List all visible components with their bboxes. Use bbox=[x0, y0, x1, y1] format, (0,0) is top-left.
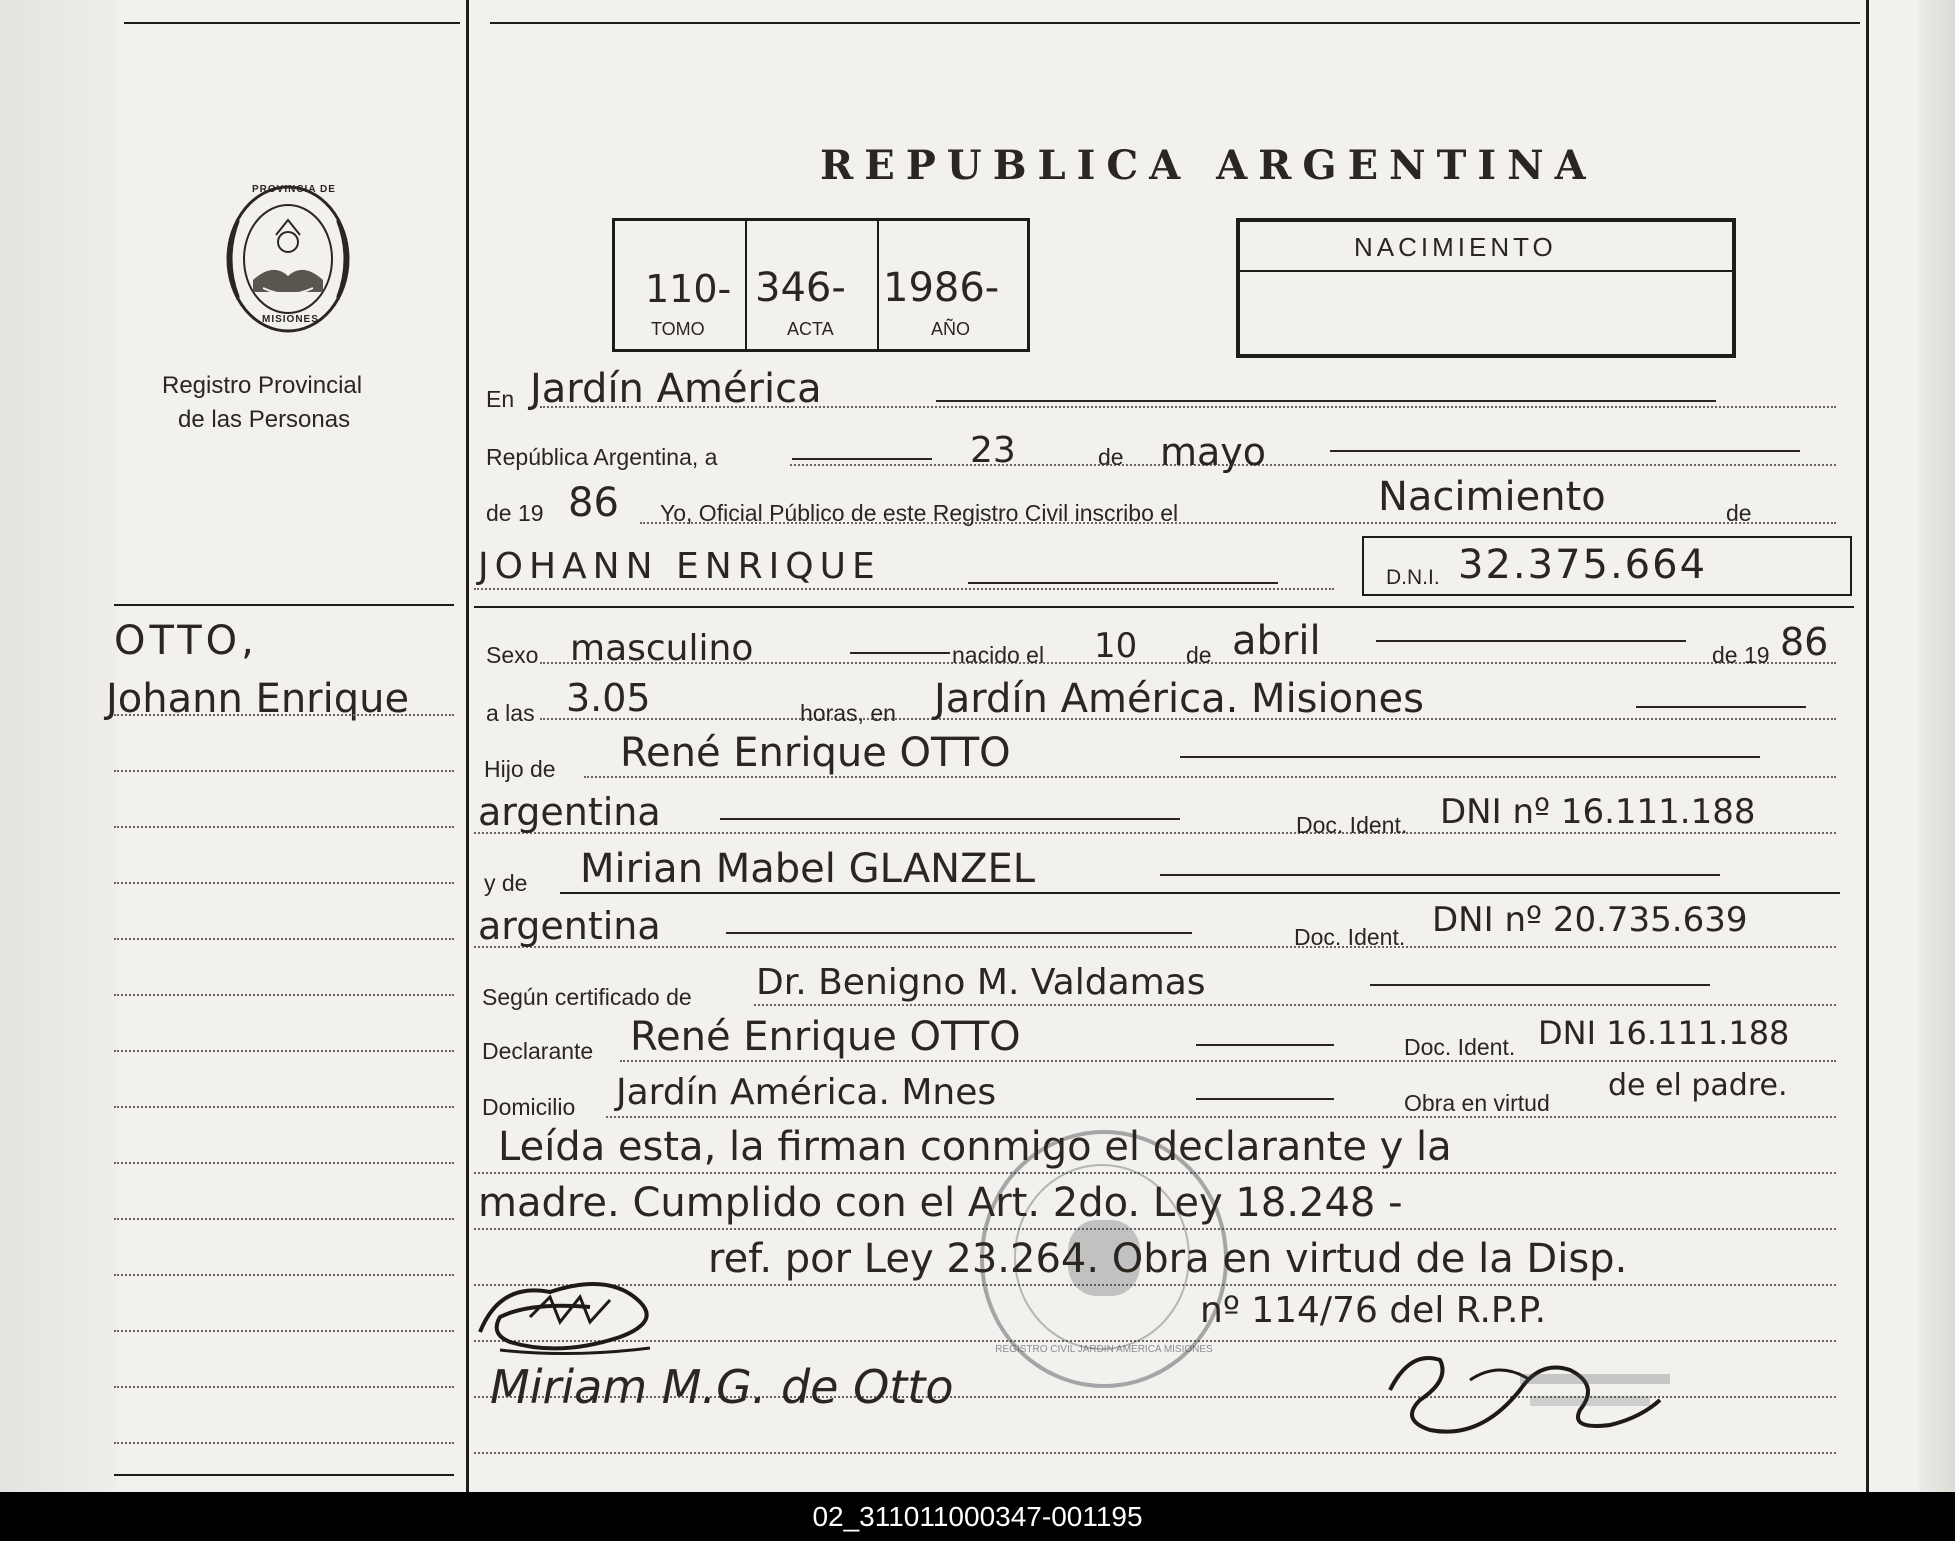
registry-name-line1: Registro Provincial bbox=[162, 372, 363, 399]
segun-label: Según certificado de bbox=[482, 984, 692, 1010]
form-line-domicilio bbox=[606, 1116, 1836, 1118]
top-rule-right bbox=[490, 22, 1860, 24]
a-las-label: a las bbox=[486, 700, 535, 726]
tomo-value: 110- bbox=[645, 267, 732, 311]
page-left-edge bbox=[0, 0, 118, 1492]
de-label-3: de bbox=[1186, 642, 1212, 668]
margin-line bbox=[114, 1274, 454, 1276]
margin-line bbox=[114, 826, 454, 828]
year-prefix: de 19 bbox=[486, 500, 544, 526]
page-right-edge bbox=[1919, 0, 1955, 1492]
seal-text-bottom: MISIONES bbox=[262, 314, 319, 325]
mother-value: Mirian Mabel GLANZEL bbox=[580, 846, 1036, 892]
file-id-footer: 02_311011000347-001195 bbox=[0, 1492, 1955, 1541]
margin-surname: OTTO, bbox=[114, 618, 258, 664]
year-value: 86 bbox=[568, 480, 619, 526]
form-line-note6 bbox=[474, 1452, 1836, 1454]
inscribo-value: Nacimiento bbox=[1378, 474, 1606, 520]
margin-line bbox=[114, 1386, 454, 1388]
fill-stroke bbox=[936, 400, 1716, 402]
birth-year-prefix: de 19 bbox=[1712, 642, 1770, 668]
father-nationality: argentina bbox=[478, 790, 661, 834]
top-rule-left bbox=[124, 22, 460, 24]
margin-rule-top bbox=[114, 604, 454, 606]
fill-stroke bbox=[1370, 984, 1710, 986]
margin-line bbox=[114, 994, 454, 996]
fill-stroke bbox=[1160, 874, 1720, 876]
form-line-segun bbox=[754, 1004, 1836, 1006]
fill-stroke bbox=[850, 652, 950, 654]
margin-line bbox=[114, 882, 454, 884]
officer-signature bbox=[1370, 1330, 1680, 1450]
declarante-value: René Enrique OTTO bbox=[630, 1014, 1021, 1060]
day-value: 23 bbox=[970, 430, 1016, 471]
officer-stamp-line bbox=[1530, 1396, 1650, 1406]
note-line-4: nº 114/76 del R.P.P. bbox=[1200, 1290, 1547, 1331]
en-value: Jardín América bbox=[530, 366, 822, 412]
father-doc: DNI nº 16.111.188 bbox=[1440, 792, 1756, 832]
republica-label: República Argentina, a bbox=[486, 444, 718, 470]
mother-signature: Miriam M.G. de Otto bbox=[490, 1360, 954, 1414]
form-line-father-nat bbox=[474, 832, 1836, 834]
record-type-box bbox=[1236, 218, 1736, 358]
fill-stroke bbox=[968, 582, 1278, 584]
form-line-hijo bbox=[584, 776, 1836, 778]
declarante-label: Declarante bbox=[482, 1038, 594, 1064]
note-line-2: madre. Cumplido con el Art. 2do. Ley 18.248 - bbox=[478, 1180, 1403, 1226]
margin-rule-bottom bbox=[114, 1474, 454, 1476]
fill-stroke bbox=[792, 458, 932, 460]
anio-label: AÑO bbox=[931, 319, 971, 339]
mother-doc: DNI nº 20.735.639 bbox=[1432, 900, 1748, 940]
nacido-label: nacido el bbox=[952, 642, 1045, 668]
declarante-doc-label: Doc. Ident. bbox=[1404, 1034, 1516, 1060]
declarante-doc: DNI 16.111.188 bbox=[1538, 1014, 1790, 1052]
birth-year: 86 bbox=[1780, 620, 1829, 664]
form-rule-mother bbox=[560, 892, 1840, 894]
tomo-label: TOMO bbox=[651, 319, 705, 339]
form-line-declarante bbox=[620, 1060, 1836, 1062]
form-line-date bbox=[790, 464, 1836, 466]
hijo-label: Hijo de bbox=[484, 756, 556, 782]
de-label-2: de bbox=[1726, 500, 1752, 526]
de-label: de bbox=[1098, 444, 1124, 470]
acta-label: ACTA bbox=[787, 319, 834, 339]
anio-value: 1986- bbox=[883, 265, 1000, 311]
note-line-3: ref. por Ley 23.264. Obra en virtud de la Disp. bbox=[708, 1236, 1628, 1282]
record-box-divider-2 bbox=[877, 221, 879, 349]
birth-day: 10 bbox=[1094, 626, 1138, 666]
mother-nationality: argentina bbox=[478, 904, 661, 948]
column-divider bbox=[466, 0, 469, 1492]
father-doc-label: Doc. Ident. bbox=[1296, 812, 1408, 838]
right-border bbox=[1866, 0, 1869, 1492]
obra-value: de el padre. bbox=[1608, 1068, 1788, 1103]
en-label: En bbox=[486, 386, 515, 412]
fill-stroke bbox=[1196, 1044, 1334, 1046]
officer-stamp-line bbox=[1520, 1374, 1670, 1384]
fill-stroke bbox=[1330, 450, 1800, 452]
margin-line bbox=[114, 1442, 454, 1444]
fill-stroke bbox=[726, 932, 1192, 934]
record-number-box bbox=[612, 218, 1030, 352]
acta-value: 346- bbox=[755, 265, 846, 311]
type-box-rule bbox=[1240, 270, 1732, 272]
y-de-label: y de bbox=[484, 870, 528, 896]
margin-line bbox=[114, 1218, 454, 1220]
dni-label: D.N.I. bbox=[1386, 566, 1440, 589]
margin-line bbox=[114, 770, 454, 772]
fill-stroke bbox=[1180, 756, 1760, 758]
registry-name-line2: de las Personas bbox=[178, 406, 351, 433]
dni-value: 32.375.664 bbox=[1458, 542, 1708, 588]
sexo-label: Sexo bbox=[486, 642, 539, 668]
fill-stroke bbox=[1376, 640, 1686, 642]
obra-label: Obra en virtud bbox=[1404, 1090, 1550, 1116]
form-line-name bbox=[474, 588, 1334, 590]
margin-line bbox=[114, 1050, 454, 1052]
margin-line bbox=[114, 1106, 454, 1108]
record-box-divider-1 bbox=[745, 221, 747, 349]
country-title: REPUBLICA ARGENTINA bbox=[820, 142, 1597, 189]
birthplace-value: Jardín América. Misiones bbox=[934, 676, 1424, 722]
declarante-signature bbox=[470, 1262, 680, 1362]
note-line-1: Leída esta, la firman conmigo el declarante y la bbox=[498, 1124, 1452, 1170]
birth-month: abril bbox=[1232, 618, 1321, 664]
month-value: mayo bbox=[1160, 430, 1267, 474]
type-label: NACIMIENTO bbox=[1354, 232, 1557, 262]
provincial-seal bbox=[218, 180, 358, 338]
form-rule-name bbox=[474, 606, 1854, 608]
margin-line bbox=[114, 938, 454, 940]
horas-label: horas, en bbox=[800, 700, 896, 726]
fill-stroke bbox=[1636, 706, 1806, 708]
domicilio-label: Domicilio bbox=[482, 1094, 576, 1120]
fill-stroke bbox=[720, 818, 1180, 820]
domicilio-value: Jardín América. Mnes bbox=[616, 1072, 997, 1113]
name-value: JOHANN ENRIQUE bbox=[478, 546, 881, 587]
stamp-text: REGISTRO CIVIL JARDIN AMERICA MISIONES bbox=[995, 1344, 1213, 1355]
margin-line bbox=[114, 714, 454, 716]
sexo-value: masculino bbox=[570, 628, 754, 669]
certificado-value: Dr. Benigno M. Valdamas bbox=[756, 962, 1206, 1003]
margin-line bbox=[114, 1330, 454, 1332]
margin-line bbox=[114, 1162, 454, 1164]
hour-value: 3.05 bbox=[566, 676, 651, 720]
margin-given-names: Johann Enrique bbox=[106, 676, 410, 722]
mother-doc-label: Doc. Ident. bbox=[1294, 924, 1406, 950]
seal-text-top: PROVINCIA DE bbox=[252, 184, 336, 195]
form-line-mother-nat bbox=[474, 946, 1836, 948]
father-value: René Enrique OTTO bbox=[620, 730, 1011, 776]
dni-box bbox=[1362, 536, 1852, 596]
fill-stroke bbox=[1196, 1098, 1334, 1100]
yo-text: Yo, Oficial Público de este Registro Civil inscribo el bbox=[660, 500, 1179, 526]
